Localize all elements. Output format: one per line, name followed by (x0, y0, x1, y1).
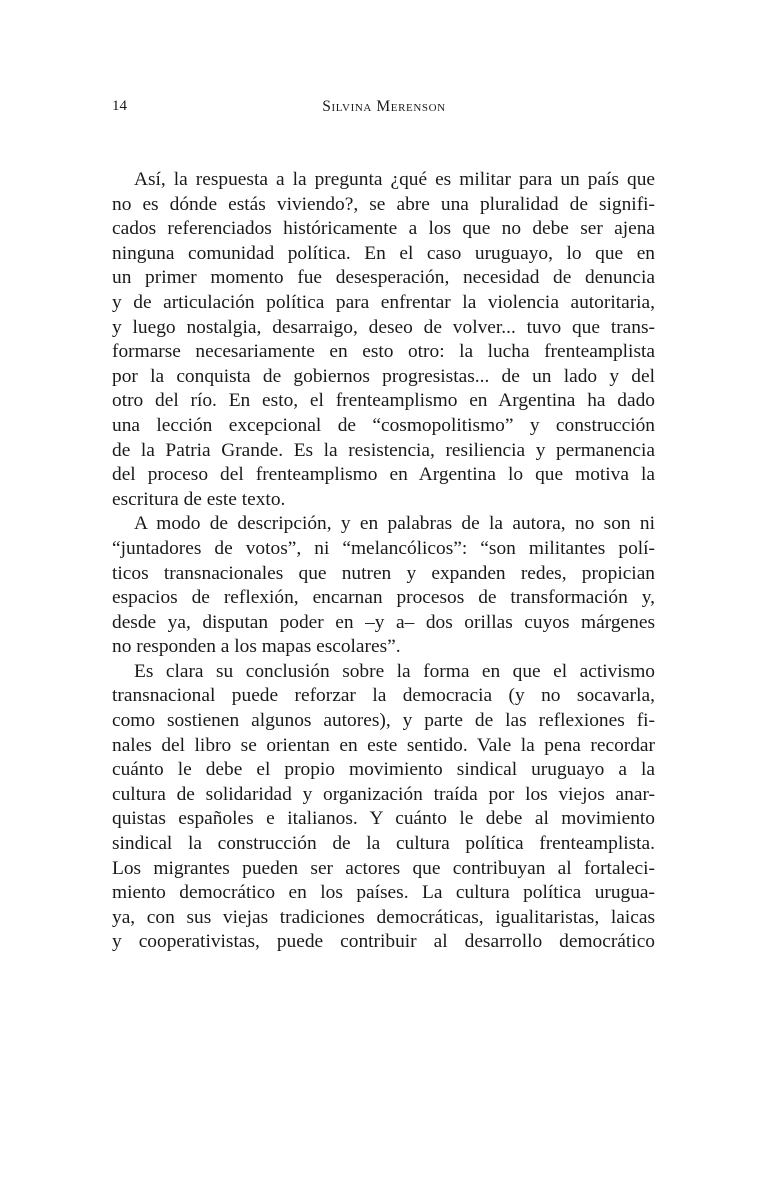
text-line: desde ya, disputan poder en –y a– dos orillas cuyos márgenes (112, 611, 655, 633)
text-line: de la Patria Grande. Es la resistencia, resiliencia y permanencia (112, 439, 655, 461)
paragraph (112, 512, 655, 660)
paragraph (112, 168, 655, 512)
text-line: ya, con sus viejas tradiciones democráticas, igualitaristas, laicas (112, 906, 655, 928)
text-line: y luego nostalgia, desarraigo, deseo de volver... tuvo que trans- (112, 316, 655, 338)
text-line: y cooperativistas, puede contribuir al desarrollo democrático (112, 931, 655, 953)
text-line: un primer momento fue desesperación, necesidad de denuncia (112, 267, 655, 289)
text-line: nales del libro se orientan en este sentido. Vale la pena recordar (112, 734, 655, 756)
text-line: miento democrático en los países. La cultura política urugua- (112, 882, 655, 904)
page-number: 14 (112, 98, 127, 114)
running-title-author: Silvina Merenson (322, 98, 446, 115)
text-line: A modo de descripción, y en palabras de la autora, no son ni (134, 513, 655, 535)
text-line: transnacional puede reforzar la democracia (y no socavarla, (112, 685, 655, 707)
text-line: del proceso del frenteamplismo en Argentina lo que motiva la (112, 464, 655, 486)
text-line: por la conquista de gobiernos progresistas... de un lado y del (112, 365, 655, 387)
text-line: cados referenciados históricamente a los que no debe ser ajena (112, 218, 655, 240)
text-line: cuánto le debe el propio movimiento sindical uruguayo a la (112, 759, 655, 781)
paragraph (112, 660, 655, 955)
text-line: espacios de reflexión, encarnan procesos de transformación y, (112, 587, 655, 609)
running-head (112, 98, 656, 118)
text-line: cultura de solidaridad y organización traída por los viejos anar- (112, 783, 655, 805)
text-line: Así, la respuesta a la pregunta ¿qué es militar para un país que (134, 169, 655, 190)
text-line: ninguna comunidad política. En el caso uruguayo, lo que en (112, 242, 655, 264)
text-line: escritura de este texto. (112, 488, 286, 510)
text-line: Los migrantes pueden ser actores que contribuyan al fortaleci- (112, 857, 655, 879)
text-line: formarse necesariamente en esto otro: la lucha frenteamplista (112, 341, 655, 363)
text-line: ticos transnacionales que nutren y expanden redes, propician (112, 562, 655, 584)
text-line: no es dónde estás viviendo?, se abre una pluralidad de signifi- (112, 193, 655, 215)
text-line: sindical la construcción de la cultura política frenteamplista. (112, 833, 655, 855)
body-text (112, 168, 655, 955)
text-line: una lección excepcional de “cosmopolitismo” y construcción (112, 414, 655, 436)
text-line: otro del río. En esto, el frenteamplismo en Argentina ha dado (112, 390, 655, 412)
text-line: quistas españoles e italianos. Y cuánto le debe al movimiento (112, 808, 655, 830)
text-line: no responden a los mapas escolares”. (112, 636, 401, 658)
text-line: Es clara su conclusión sobre la forma en que el activismo (134, 660, 655, 682)
text-line: como sostienen algunos autores), y parte de las reflexiones fi- (112, 710, 655, 732)
text-line: “juntadores de votos”, ni “melancólicos”: “son militantes polí- (112, 537, 655, 559)
text-line: y de articulación política para enfrentar la violencia autoritaria, (112, 291, 655, 313)
